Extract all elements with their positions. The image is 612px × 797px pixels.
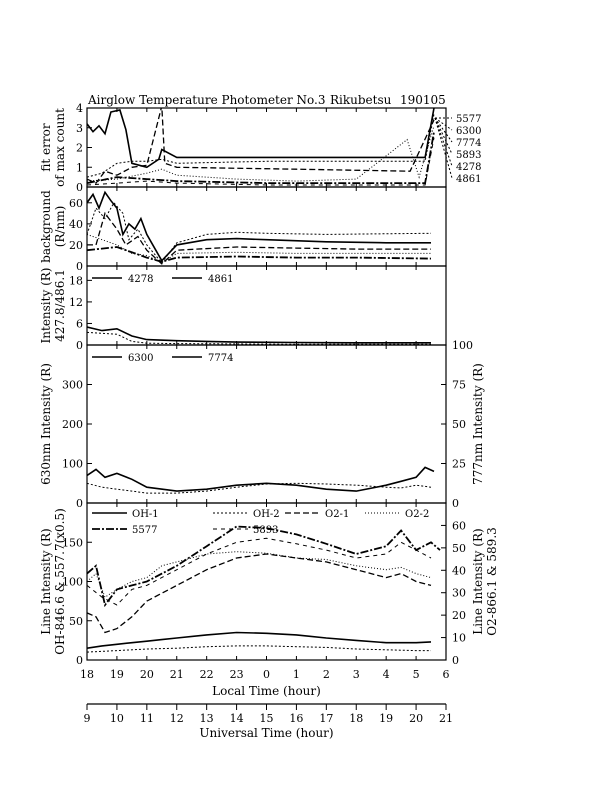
series-line-5577 — [87, 108, 434, 167]
series-line-5577 — [87, 527, 440, 606]
y-tick-label: 1 — [76, 161, 83, 175]
y-tick-label: 12 — [69, 295, 83, 309]
y-axis-right-label: 777nm Intensity (R) — [471, 363, 485, 485]
panel-630-777 — [39, 339, 485, 510]
site-label: Rikubetsu — [330, 93, 392, 107]
series-line-6300 — [87, 467, 434, 491]
y-tick-label: 60 — [69, 196, 83, 210]
y-axis-label: background — [39, 190, 53, 263]
ut-tick-label: 20 — [409, 712, 424, 725]
legend-label-OH-1: OH-1 — [132, 509, 159, 520]
y-tick-right-label: 30 — [452, 586, 466, 600]
series-line-O2-2 — [87, 552, 431, 598]
legend-label-OH-2: OH-2 — [253, 509, 280, 520]
local-time-tick-label: 3 — [352, 668, 360, 681]
y-tick-label: 0 — [76, 260, 83, 273]
ut-tick-label: 10 — [109, 712, 124, 725]
y-tick-label: 50 — [69, 614, 83, 628]
local-time-tick-label: 5 — [412, 668, 420, 681]
panel-background — [39, 187, 446, 273]
y-axis-label: (R/nm) — [53, 205, 67, 248]
legend-label-O2-2: O2-2 — [405, 509, 430, 520]
legend-label-5577: 5577 — [132, 525, 158, 536]
local-time-tick-label: 0 — [263, 668, 270, 681]
y-tick-label: 100 — [62, 575, 83, 589]
y-tick-label: 100 — [62, 457, 83, 471]
ut-tick-label: 17 — [319, 712, 334, 725]
panel-fit-error — [39, 102, 452, 194]
y-tick-right-label: 50 — [452, 418, 466, 431]
y-tick-right-label: 25 — [452, 457, 466, 471]
series-line-7774 — [87, 106, 434, 183]
y-tick-label: 6 — [76, 317, 83, 331]
y-axis-right-label: O2-866.1 & 589.3 — [485, 527, 499, 636]
ut-tick-label: 9 — [83, 712, 91, 725]
y-axis-label: of max count — [53, 108, 67, 187]
y-tick-right-label: 75 — [452, 378, 466, 392]
y-tick-label: 3 — [76, 121, 83, 135]
y-axis-label: OH-846.6 & 557.7(x0.5) — [53, 508, 67, 655]
ut-tick-label: 21 — [439, 712, 453, 725]
ut-axis-label: Universal Time (hour) — [199, 726, 334, 740]
y-tick-label: 2 — [76, 141, 83, 155]
y-tick-label: 20 — [69, 238, 83, 252]
series-line-6300 — [87, 114, 434, 177]
local-time-tick-label: 22 — [199, 668, 214, 681]
series-line-O2-1 — [87, 554, 431, 633]
y-axis-right-label: Line Intensity (R) — [471, 528, 485, 635]
y-tick-label: 0 — [76, 497, 83, 510]
y-tick-label: 0 — [76, 654, 83, 667]
panel-frame — [87, 345, 446, 503]
legend-label-6300: 6300 — [128, 353, 154, 364]
y-tick-label: 200 — [62, 418, 83, 431]
series-line-7774 — [87, 483, 431, 493]
series-line-OH-2 — [87, 646, 431, 652]
y-tick-right-label: 20 — [452, 609, 466, 623]
y-tick-label: 150 — [62, 536, 83, 550]
series-line-5893 — [87, 126, 434, 181]
legend-leader — [435, 118, 452, 130]
local-time-tick-label: 23 — [229, 668, 244, 681]
panel-frame — [87, 187, 446, 266]
legend-label-6300: 6300 — [456, 126, 482, 137]
ut-tick-label: 15 — [259, 712, 274, 725]
chart-title: Airglow Temperature Photometer No.3 — [88, 93, 326, 107]
panel-frame — [87, 108, 446, 187]
legend-leader — [435, 118, 452, 154]
y-tick-right-label: 10 — [452, 631, 466, 645]
ut-tick-label: 14 — [229, 712, 244, 725]
legend-label-5893: 5893 — [253, 525, 279, 536]
legend-label-4278: 4278 — [128, 274, 154, 285]
local-time-tick-label: 1 — [292, 668, 300, 681]
local-time-tick-label: 20 — [139, 668, 154, 681]
y-tick-right-label: 40 — [452, 564, 466, 578]
ut-tick-label: 12 — [169, 712, 184, 725]
legend-label-7774: 7774 — [456, 138, 482, 149]
y-tick-label: 40 — [69, 217, 83, 231]
y-tick-right-label: 60 — [452, 519, 466, 533]
local-time-tick-label: 6 — [442, 668, 450, 681]
legend-label-4861: 4861 — [208, 274, 234, 285]
legend-label-5893: 5893 — [456, 150, 482, 161]
series-line-0 — [87, 192, 431, 260]
y-tick-label: 300 — [62, 378, 83, 392]
local-time-tick-label: 2 — [322, 668, 330, 681]
y-axis-label: 630nm Intensity (R) — [39, 363, 53, 485]
y-axis-label: Intensity (R) — [39, 267, 53, 344]
y-tick-right-label: 100 — [452, 339, 473, 352]
y-tick-label: 18 — [69, 274, 83, 288]
y-axis-label: Line Intensity (R) — [39, 528, 53, 635]
date-label: 190105 — [400, 93, 446, 107]
ut-tick-label: 11 — [139, 712, 154, 725]
legend-leader — [435, 118, 452, 166]
legend-label-7774: 7774 — [208, 353, 234, 364]
y-tick-label: 0 — [76, 181, 83, 194]
ut-tick-label: 18 — [349, 712, 364, 725]
local-time-tick-label: 4 — [382, 668, 390, 681]
y-tick-right-label: 50 — [452, 541, 466, 555]
legend-label-5577: 5577 — [456, 114, 482, 125]
legend-label-4278: 4278 — [456, 162, 482, 173]
panel-ratio — [39, 266, 446, 352]
y-axis-label: fit error — [39, 123, 53, 172]
ut-tick-label: 16 — [289, 712, 304, 725]
local-time-axis-label: Local Time (hour) — [212, 684, 321, 698]
ut-tick-label: 19 — [379, 712, 394, 725]
ut-tick-label: 13 — [199, 712, 214, 725]
local-time-tick-label: 18 — [80, 668, 94, 681]
local-time-tick-label: 21 — [169, 668, 184, 681]
y-tick-right-label: 0 — [452, 654, 459, 667]
y-axis-label: 427.8/486.1 — [53, 269, 67, 342]
series-line-4278 — [87, 327, 431, 343]
local-time-tick-label: 19 — [109, 668, 124, 681]
legend-leader — [435, 118, 452, 142]
y-tick-label: 4 — [76, 102, 83, 115]
y-tick-right-label: 0 — [452, 497, 459, 510]
legend-label-4861: 4861 — [456, 174, 482, 185]
y-tick-label: 0 — [76, 339, 83, 352]
legend-label-O2-1: O2-1 — [325, 509, 350, 520]
